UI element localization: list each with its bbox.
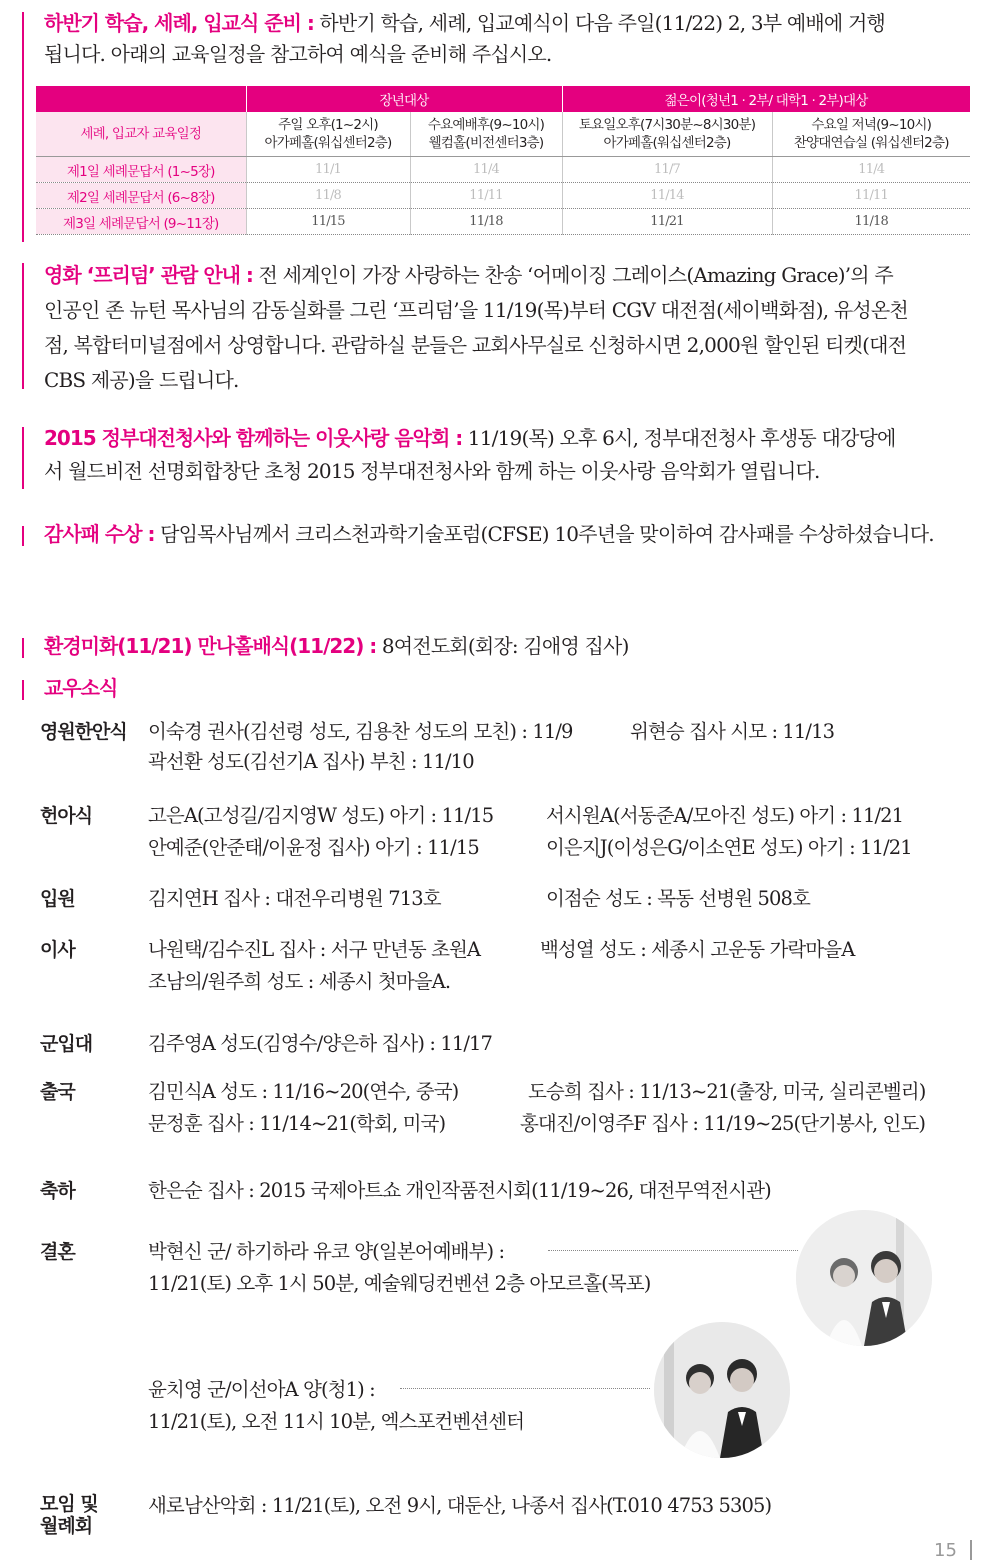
table-cell: 11/7 — [562, 157, 772, 183]
table-cell: 11/18 — [772, 209, 970, 235]
news-label: 결혼 — [40, 1241, 75, 1263]
news-heading: 교우소식 — [44, 676, 118, 700]
baptism-paragraph — [22, 8, 974, 70]
row-label: 제3일 세례문답서 (9~11장) — [36, 209, 246, 235]
column-header: 토요일오후(7시30분~8시30분) 아가페홀(워십센터2층) — [562, 112, 772, 157]
column-header: 수요예배후(9~10시) 웰컴홀(비전센터3층) — [410, 112, 562, 157]
table-cell: 11/4 — [410, 157, 562, 183]
movie-section — [22, 258, 974, 398]
row-label: 제2일 세례문답서 (6~8장) — [36, 183, 246, 209]
section-bar — [22, 680, 24, 700]
table-cell: 11/1 — [246, 157, 410, 183]
table-cell: 11/11 — [772, 183, 970, 209]
movie-heading: 영화 ‘프리덤’ 관람 안내 : — [44, 263, 253, 287]
news-military: 군입대 김주영A 성도(김영수/양은하 집사) : 11/17 — [40, 1029, 970, 1061]
baptism-heading: 하반기 학습, 세례, 입교식 준비 : — [44, 11, 314, 35]
news-label: 헌아식 — [40, 805, 93, 827]
column-header: 주일 오후(1~2시) 아가페홀(워십센터2층) — [246, 112, 410, 157]
news-meeting: 모임 및 월례회 새로남산악회 : 11/21(토), 오전 9시, 대둔산, 나종서 집사(T.010 4753 5305) — [40, 1493, 772, 1537]
news-label: 출국 — [40, 1081, 75, 1103]
table-cell: 11/8 — [246, 183, 410, 209]
news-label: 입원 — [40, 888, 75, 910]
news-label: 군입대 — [40, 1033, 93, 1055]
education-schedule-table — [36, 86, 971, 235]
news-wedding: 결혼 박현신 군/ 하기하라 유코 양(일본어예배부) : 11/21(토) 오후 1시 50분, 예술웨딩컨벤션 2층 아모르홀(목포) 윤치영 군/이선아A 양(청1) : 11/21(토), 오전 11시 10분, 엑스포컨벤션센터 — [40, 1237, 970, 1437]
cleanup-heading: 환경미화(11/21) 만나홀배식(11/22) : — [44, 634, 377, 658]
table-row-head: 세례, 입교자 교육일정 — [36, 112, 246, 157]
table-row — [36, 209, 970, 235]
leader-line — [400, 1388, 650, 1389]
section-bar — [22, 526, 24, 546]
group-header-adult: 장년대상 — [246, 86, 562, 112]
leader-line — [548, 1250, 798, 1251]
table-cell: 11/18 — [410, 209, 562, 235]
news-label: 축하 — [40, 1180, 75, 1202]
table-row — [36, 183, 970, 209]
news-hospital: 입원 김지연H 집사 : 대전우리병원 713호 이점순 성도 : 목동 선병원 508호 — [40, 884, 970, 916]
table-corner — [36, 86, 246, 112]
news-dedication: 헌아식 고은A(고성길/김지영W 성도) 아기 : 11/15 서시원A(서동준A/모아진 성도) 아기 : 11/21 안예준(안준태/이윤정 집사) 아기 : 11/15 이은지J(이성은G/이소연E 성도) 아기 : 11/21 — [40, 801, 970, 865]
plaque-section — [22, 518, 974, 554]
movie-paragraph: 영화 ‘프리덤’ 관람 안내 : 전 세계인이 가장 사랑하는 찬송 ‘어메이징 그레이스(Amazing Grace)’의 주 인공인 존 뉴턴 목사님의 감동실화를 그린 ‘프리덤’을 11/19(목)부터 CGV 대전점(세이백화점), 유성온천 점, 복합터미널점에서 상영합니다. 관람하실 분들은 교회사무실로 신청하시면 2,000원 할인된 티켓(대전 CBS 제공)을 드립니다. — [44, 263, 908, 392]
table-cell: 11/15 — [246, 209, 410, 235]
table-cell: 11/4 — [772, 157, 970, 183]
news-label: 영원한안식 — [40, 721, 127, 743]
cleanup-section — [22, 630, 974, 666]
news-congrats: 축하 한은순 집사 : 2015 국제아트쇼 개인작품전시회(11/19~26, 대전무역전시관) — [40, 1176, 970, 1208]
wedding-photo-1 — [796, 1210, 932, 1346]
baptism-text-2: 됩니다. 아래의 교육일정을 참고하여 예식을 준비해 주십시오. — [44, 42, 552, 66]
section-bar — [22, 263, 24, 389]
news-moving: 이사 나원택/김수진L 집사 : 서구 만년동 초원A 백성열 성도 : 세종시 고운동 가락마을A 조남의/원주희 성도 : 세종시 첫마을A. — [40, 935, 970, 999]
plaque-heading: 감사패 수상 : — [44, 522, 155, 546]
section-bar — [22, 638, 24, 658]
table-cell: 11/21 — [562, 209, 772, 235]
section-bar — [22, 12, 24, 242]
news-departure: 출국 김민식A 성도 : 11/16~20(연수, 중국) 도승희 집사 : 11/13~21(출장, 미국, 실리콘벨리) 문정훈 집사 : 11/14~21(학회, 미국) 홍대진/이영주F 집사 : 11/19~25(단기봉사, 인도) — [40, 1077, 970, 1141]
news-label: 모임 및 월례회 — [40, 1493, 98, 1537]
table-cell: 11/11 — [410, 183, 562, 209]
group-header-youth: 젊은이(청년1 · 2부/ 대학1 · 2부)대상 — [562, 86, 970, 112]
concert-heading: 2015 정부대전청사와 함께하는 이웃사랑 음악회 : — [44, 426, 463, 450]
news-section — [22, 672, 974, 708]
column-header: 수요일 저녁(9~10시) 찬양대연습실 (워십센터2층) — [772, 112, 970, 157]
table-row — [36, 157, 970, 183]
news-condolence: 영원한안식 이숙경 권사(김선령 성도, 김용찬 성도의 모친) : 11/9 위현승 집사 시모 : 11/13 곽선환 성도(김선기A 집사) 부친 : 11/10 — [40, 717, 970, 781]
page-number-bar — [970, 1540, 972, 1560]
table-cell: 11/14 — [562, 183, 772, 209]
plaque-paragraph: 감사패 수상 : 담임목사님께서 크리스천과학기술포럼(CFSE) 10주년을 맞이하여 감사패를 수상하셨습니다. — [44, 522, 934, 546]
concert-paragraph: 2015 정부대전청사와 함께하는 이웃사랑 음악회 : 11/19(목) 오후 6시, 정부대전청사 후생동 대강당에 서 월드비전 선명회합창단 초청 2015 정부대전청사와 함께 하는 이웃사랑 음악회가 열립니다. — [44, 426, 896, 483]
page-number: 15 — [934, 1540, 957, 1561]
section-bar — [22, 427, 24, 489]
cleanup-paragraph: 환경미화(11/21) 만나홀배식(11/22) : 8여전도회(회장: 김애영 집사) — [44, 634, 629, 658]
wedding-photo-2 — [654, 1322, 790, 1458]
news-label: 이사 — [40, 939, 75, 961]
row-label: 제1일 세례문답서 (1~5장) — [36, 157, 246, 183]
concert-section — [22, 422, 974, 492]
baptism-text: 하반기 학습, 세례, 입교예식이 다음 주일(11/22) 2, 3부 예배에 거행 — [313, 11, 886, 35]
